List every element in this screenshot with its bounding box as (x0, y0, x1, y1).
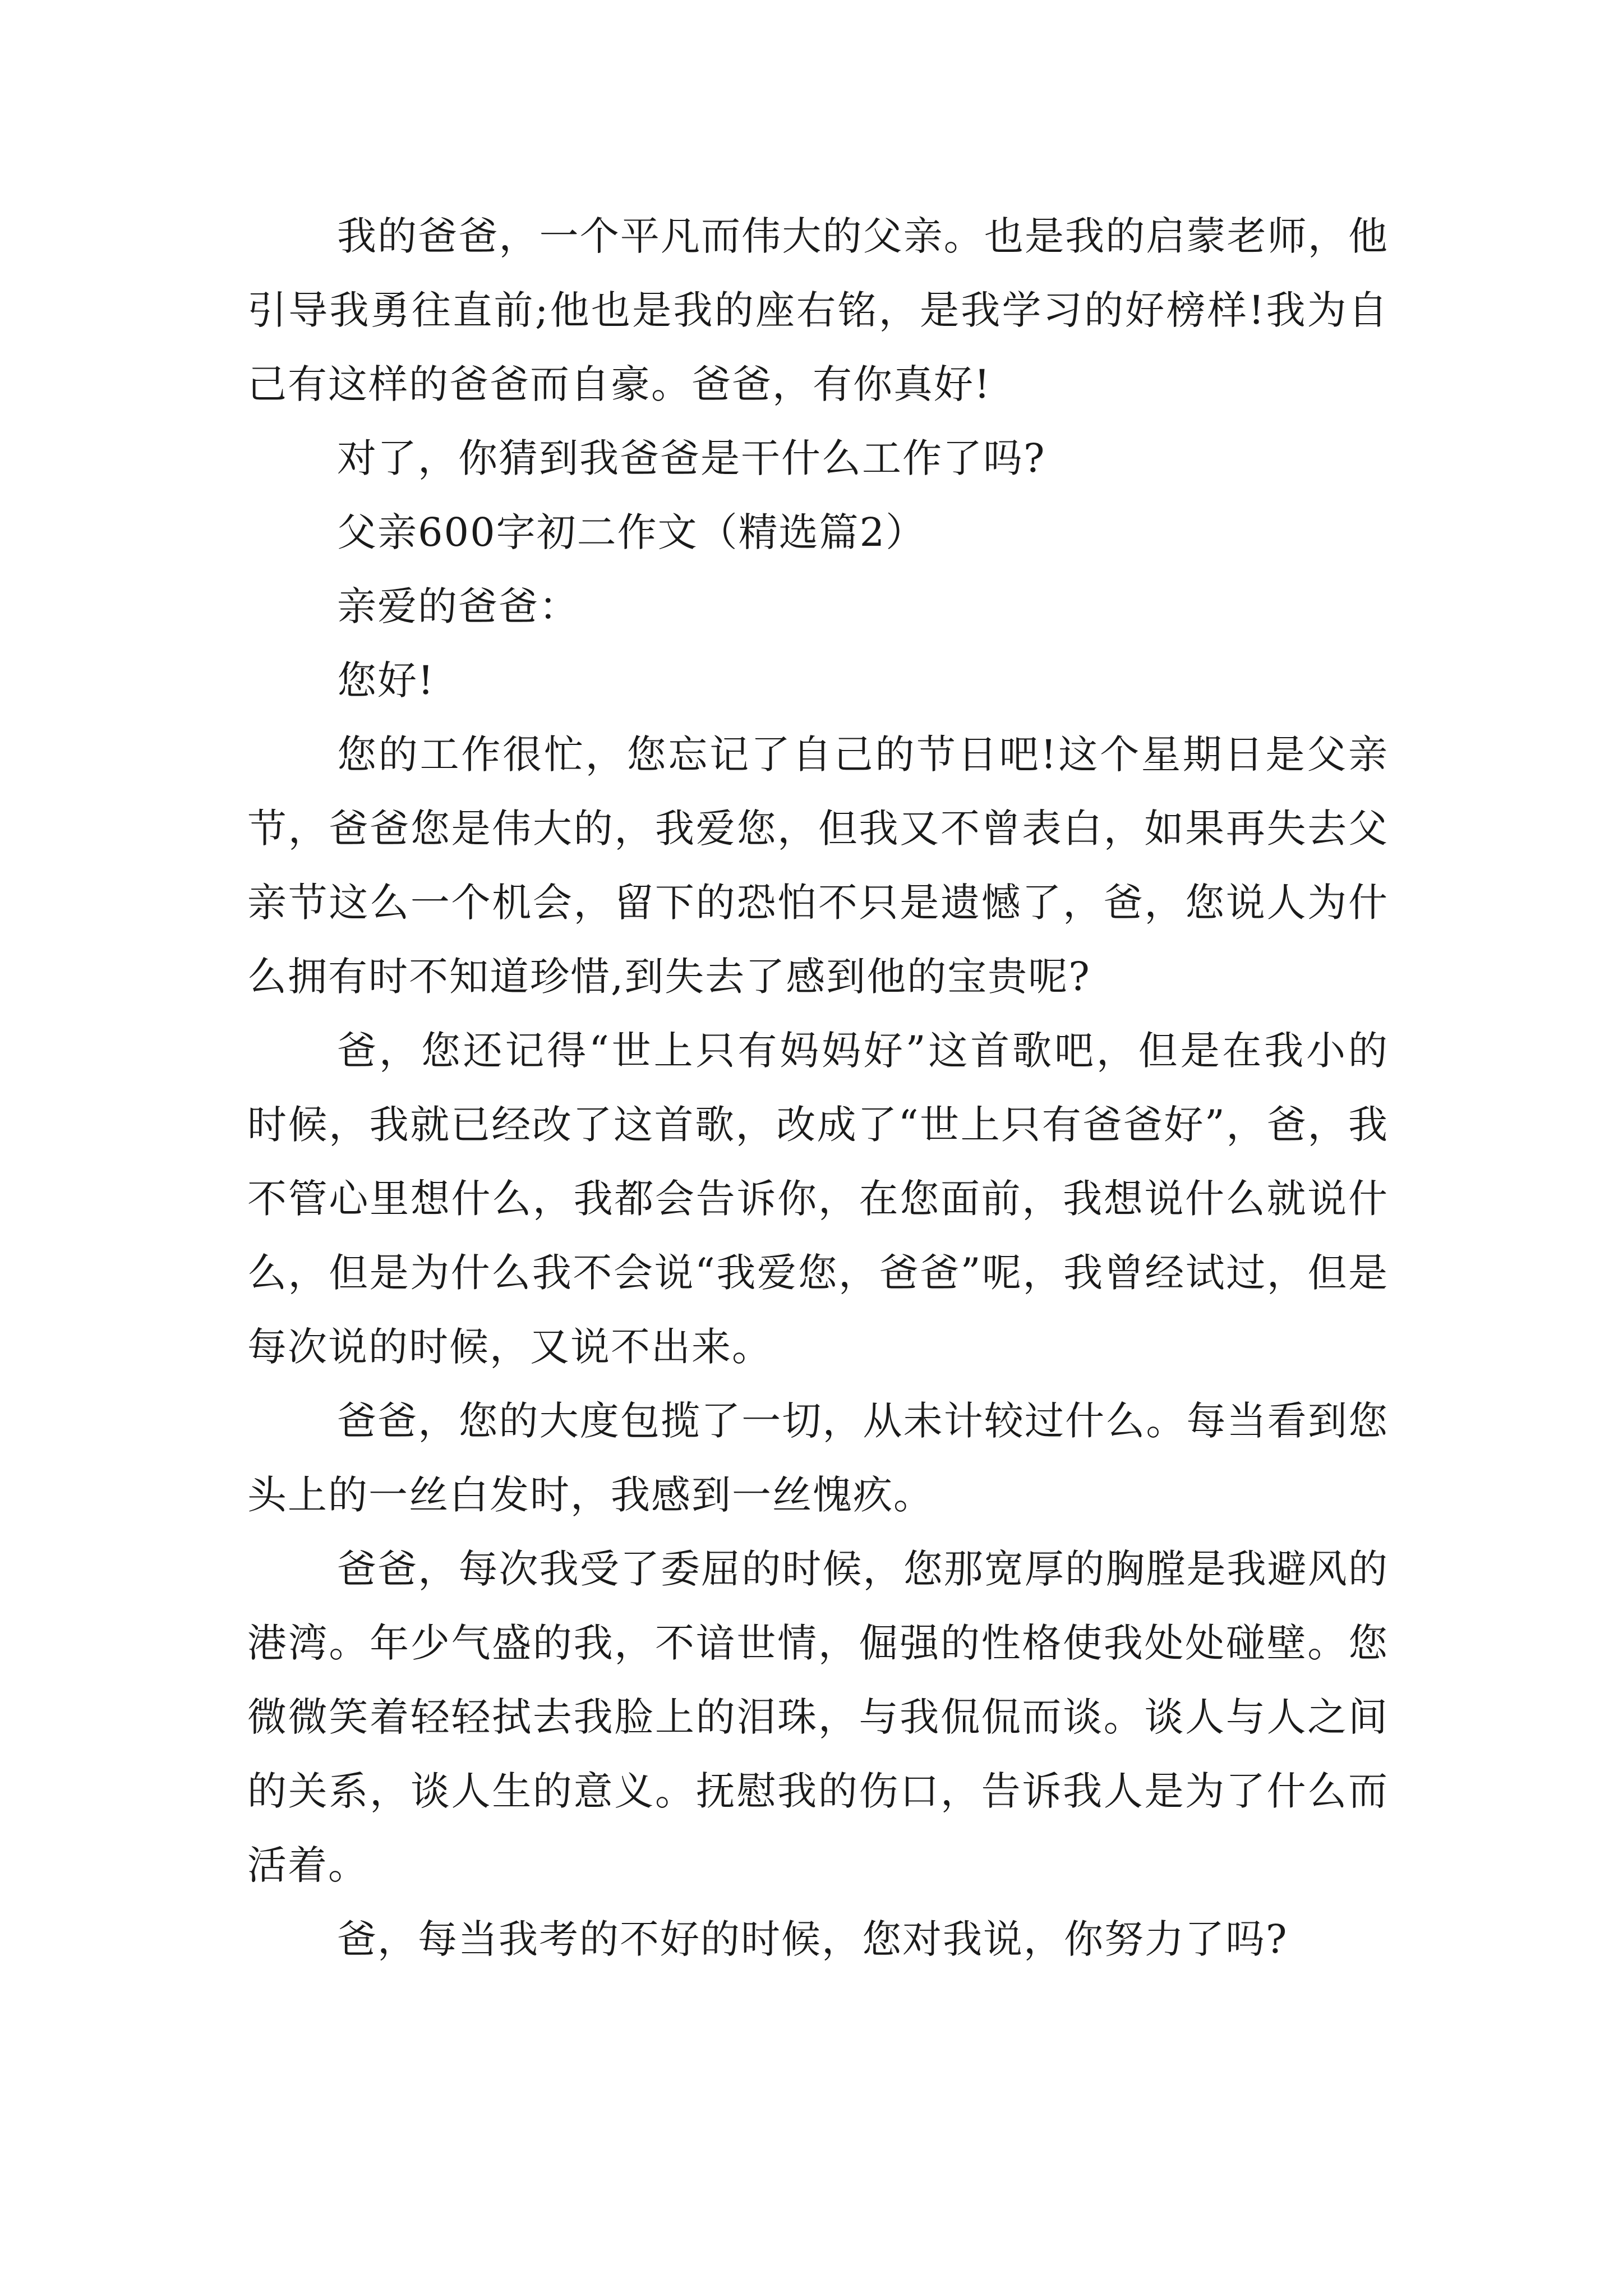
paragraph: 您的工作很忙，您忘记了自己的节日吧!这个星期日是父亲节，爸爸您是伟大的，我爱您，但我又不曾表白，如果再失去父亲节这么一个机会，留下的恐怕不只是遗憾了，爸，您说人为什么拥有时不知道珍惜,到失去了感到他的宝贵呢? (247, 731, 1389, 1000)
paragraph: 爸，您还记得“世上只有妈妈好”这首歌吧，但是在我小的时候，我就已经改了这首歌，改成了“世上只有爸爸好”，爸，我不管心里想什么，我都会告诉你，在您面前，我想说什么就说什么，但是为什么我不会说“我爱您，爸爸”呢，我曾经试过，但是每次说的时候，又说不出来。 (247, 1028, 1389, 1370)
letter-greeting: 您好! (337, 657, 435, 703)
paragraph: 爸爸，每次我受了委屈的时候，您那宽厚的胸膛是我避风的港湾。年少气盛的我，不谙世情，倔强的性格使我处处碰壁。您微微笑着轻轻拭去我脸上的泪珠，与我侃侃而谈。谈人与人之间的关系，谈人生的意义。抚慰我的伤口，告诉我人是为了什么而活着。 (247, 1546, 1389, 1888)
paragraph: 我的爸爸，一个平凡而伟大的父亲。也是我的启蒙老师，他引导我勇往直前;他也是我的座右铭，是我学习的好榜样!我为自己有这样的爸爸而自豪。爸爸，有你真好! (247, 213, 1389, 407)
letter-salutation: 亲爱的爸爸： (337, 583, 579, 629)
paragraph: 爸，每当我考的不好的时候，您对我说，你努力了吗? (337, 1916, 1288, 1962)
paragraph: 对了，你猜到我爸爸是干什么工作了吗? (337, 435, 1046, 481)
essay-body (247, 199, 1389, 1976)
paragraph: 爸爸，您的大度包揽了一切，从未计较过什么。每当看到您头上的一丝白发时，我感到一丝愧疚。 (247, 1398, 1389, 1518)
section-heading: 父亲600字初二作文（精选篇2） (337, 509, 926, 555)
